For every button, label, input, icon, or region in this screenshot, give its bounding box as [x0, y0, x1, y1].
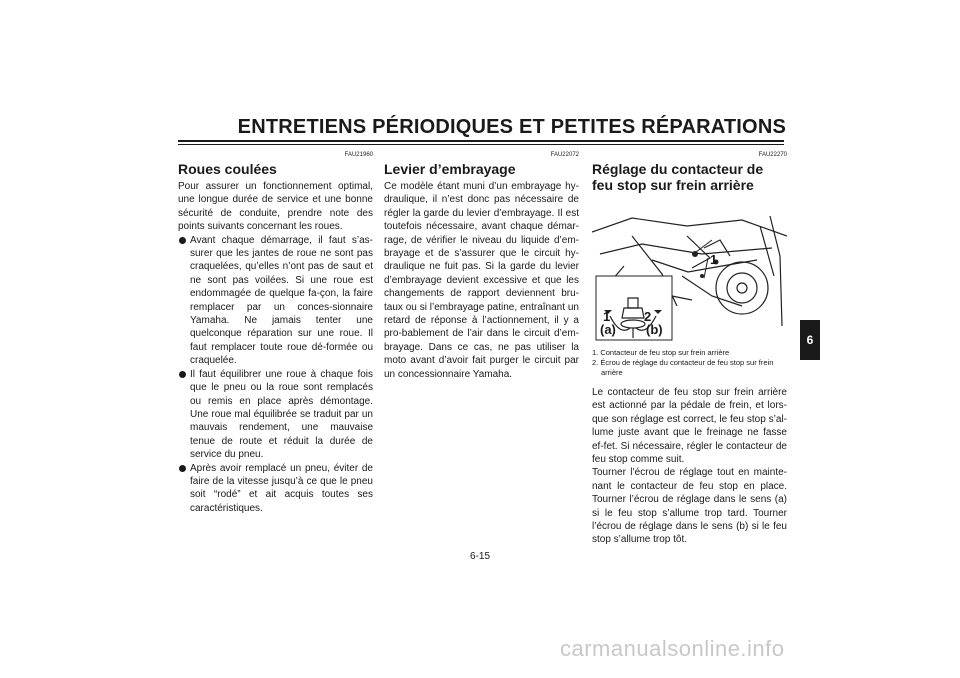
clutch-paragraph: Ce modèle étant muni d’un embrayage hy-draulique, il n’est donc pas nécessaire de régler la garde du levier d’embrayage. Il est toutefois nécessaire, avant chaque démar-rage, de vérifier le niveau du liquide d’em-brayage et de s’assurer que le circuit hy-draulique ne fuit pas. Si la garde du levier d’embrayage devient excessive et que les changements de rapport deviennent bru-taux ou si l’embrayage patine, entraînant un retard de réponse à l’actionnement, il y a pro-bablement de l’air dans le circuit d’em-brayage. Dans ce cas, ne pas utiliser la moto avant d’avoir fait purger le circuit par un concessionnaire Yamaha.: [384, 181, 579, 380]
bullet-icon: [179, 237, 186, 244]
caption-1: 1. Contacteur de feu stop sur frein arrière: [592, 348, 730, 357]
figure-captions: [592, 348, 787, 378]
section-title-brake-switch: Réglage du contacteur de feu stop sur frein arrière: [592, 161, 764, 193]
page-title: ENTRETIENS PÉRIODIQUES ET PETITES RÉPARATIONS: [237, 116, 786, 138]
header-rule-thin: [178, 144, 784, 145]
bullet-list: [178, 234, 373, 516]
column-clutch: [384, 152, 579, 381]
page-number: 6-15: [469, 551, 490, 562]
brake-switch-paragraph-1: Le contacteur de feu stop sur frein arrière est actionné par la pédale de frein, et lors-que son réglage est correct, le feu stop s’al-lume juste avant que le freinage ne fasse ef-fet. Si nécessaire, régler le contacteur de feu stop comme suit.: [592, 387, 787, 466]
brake-switch-illustration: [592, 196, 787, 344]
motorcycle-brake-drawing: [592, 196, 787, 344]
list-item: Après avoir remplacé un pneu, éviter de faire de la vitesse jusqu’à ce que le pneu soit “rodé” et ait acquis toutes ses caractéristiques.: [178, 462, 373, 516]
callout-1-inset: 1: [603, 309, 611, 324]
ref-code: FAU22270: [758, 152, 787, 158]
watermark: carmanualsonline.info: [560, 636, 785, 661]
brake-switch-paragraph-2: Tourner l’écrou de réglage tout en mainte-nant le contacteur de feu stop en place. Tourner l’écrou de réglage dans le sens (a) si le feu stop s’allume trop tard. Tourner l’écrou de réglage dans le sens (b) si le feu stop s’allume trop tôt.: [592, 467, 787, 546]
direction-a-label: (a): [600, 322, 616, 337]
column-brake-switch: [592, 152, 787, 547]
section-title-wheels: Roues coulées: [178, 161, 277, 177]
callout-1: 1: [710, 252, 718, 267]
ref-code: FAU21960: [344, 152, 373, 158]
caption-2: 2. Écrou de réglage du contacteur de feu stop sur frein arrière: [592, 358, 774, 377]
bullet-icon: [179, 465, 186, 472]
intro-paragraph: Pour assurer un fonctionnement optimal, une longue durée de service et une bonne sécurité de conduite, prendre note des points suivants concernant les roues.: [178, 181, 373, 233]
column-wheels: [178, 152, 373, 515]
list-item: Avant chaque démarrage, il faut s’as-surer que les jantes de roue ne sont pas craquelées, qu’elles n’ont pas de saut et ne sont pas voilées. Si une roue est endommagée de quelque fa-çon, la faire remplacer par un conces-sionnaire Yamaha. Ne jamais tenter une quelconque réparation sur une roue. Il faut remplacer toute roue dé-formée ou craquelée.: [178, 234, 373, 368]
direction-b-label: (b): [646, 322, 663, 337]
ref-code: FAU22072: [550, 152, 579, 158]
header-rule: [178, 140, 784, 142]
callout-2-inset: 2: [644, 309, 652, 324]
bullet-icon: [179, 371, 186, 378]
section-title-clutch: Levier d’embrayage: [384, 161, 516, 177]
chapter-tab: 6: [800, 320, 820, 360]
list-item: Il faut équilibrer une roue à chaque fois que le pneu ou la roue sont remplacés ou remis en place après démontage. Une roue mal équilibrée se traduit par un mauvais rendement, une mauvaise tenue de route et réduit la durée de service du pneu.: [178, 368, 373, 462]
